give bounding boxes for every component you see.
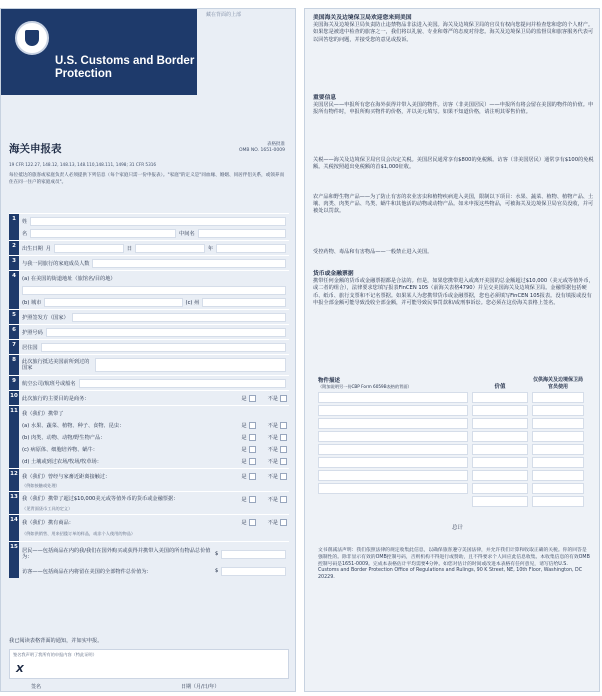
table-row [318, 457, 584, 469]
yes-checkbox[interactable] [249, 446, 256, 453]
livestock-label: 我（我们）曾经与家畜近距离接触过： [22, 473, 111, 480]
declaration-form [9, 213, 289, 578]
year-input[interactable] [216, 244, 286, 253]
drugs-section [313, 249, 595, 256]
state-input[interactable] [202, 298, 286, 307]
field-row-name [9, 213, 289, 240]
item-number: 13 [9, 492, 19, 514]
middle-name-input[interactable] [198, 229, 286, 238]
family-count-input[interactable] [92, 259, 286, 268]
value-cell[interactable] [472, 418, 528, 430]
dollar-sign: $ [215, 568, 219, 574]
table-row [318, 392, 584, 404]
visitor-value-label: 访客——包括商品在内将留在美国的全部物件总价值为： [22, 568, 152, 575]
field-row-total-value [9, 541, 289, 578]
value-cell[interactable] [472, 483, 528, 495]
last-name-label: 姓 [22, 218, 28, 225]
omb-line-1: 表格批准 [267, 142, 285, 147]
no-checkbox[interactable] [280, 458, 287, 465]
yes-checkbox[interactable] [249, 496, 256, 503]
item-number: 15 [9, 542, 19, 578]
agency-header [1, 9, 197, 95]
field-row-passport-issuer [9, 309, 289, 324]
no-checkbox[interactable] [280, 519, 287, 526]
signature-label: 签名 [31, 684, 42, 690]
field-row-residence [9, 339, 289, 354]
items-table [318, 368, 584, 507]
form-intro: 每位抵达的旅客或家庭负责人必须提供下列信息（每个家庭只需一份申报表）。"家庭"的定义是"同血缘、婚姻、同居伴侣关系，或领养而住在同一住户的家庭成员"。 [9, 173, 285, 185]
omb-number [239, 142, 285, 154]
state-label: (c) 州 [185, 299, 200, 306]
yes-label: 是 [241, 395, 247, 402]
item-number: 2 [9, 241, 19, 255]
table-row [318, 444, 584, 456]
item-number: 12 [9, 469, 19, 491]
description-cell[interactable] [318, 405, 468, 417]
yes-checkbox[interactable] [249, 458, 256, 465]
currency-section [313, 271, 595, 307]
signature-caption: 签名我声明了我所有的申报内容（特此证明） [13, 652, 97, 657]
no-label: 不是 [267, 473, 278, 480]
passport-number-label: 护照号码 [22, 329, 43, 336]
description-cell-empty [318, 496, 468, 508]
commercial-note: （例如供销售、用来招揽订单的样品，或非个人使用的物品） [22, 531, 136, 536]
no-checkbox[interactable] [280, 496, 287, 503]
city-input[interactable] [44, 298, 182, 307]
description-cell[interactable] [318, 470, 468, 482]
field-row-countries-visited [9, 354, 289, 375]
col-description [318, 376, 468, 390]
col-value: 价值 [494, 384, 506, 390]
form-front-page [0, 8, 296, 692]
duty-body: 关税——海关及边境保卫局官员会决定关税。美国居民通常享有$800的免税额。访客（非美国居民）通常享有$100的免税额。关税按照超出免税额的首$1,000征收。 [313, 157, 594, 171]
field-row-passport-number [9, 324, 289, 339]
col-description-label: 物件描述 [318, 378, 341, 384]
passport-number-input[interactable] [46, 328, 286, 337]
reading-notice: 我已阅读表格背面的通知，并如实申报。 [9, 638, 103, 644]
item-number: 6 [9, 325, 19, 339]
address-input[interactable] [22, 286, 286, 295]
official-cell [532, 418, 584, 430]
year-label: 年 [207, 245, 214, 252]
table-row [318, 496, 584, 508]
description-cell[interactable] [318, 483, 468, 495]
table-row [318, 470, 584, 482]
dollar-sign: $ [215, 551, 219, 557]
no-checkbox[interactable] [280, 434, 287, 441]
value-cell[interactable] [472, 457, 528, 469]
no-label: 不是 [267, 496, 278, 503]
field-row-family-count [9, 255, 289, 270]
visitor-value-input[interactable] [221, 567, 286, 576]
welcome-body: 美国海关及边境保卫局负责防止违禁物品非法进入美国。海关及边境保卫局的官员有权向您提问并检查您和您的个人财产。如果您是被选中检查的旅客之一，我们将以礼貌、专业和尊严的态度对待您。海关及边境保卫局的监督员和旅客服务代表可以回答您的问题，并接受您的意见或投诉。 [313, 22, 594, 43]
description-cell[interactable] [318, 418, 468, 430]
items-table-header [318, 368, 584, 390]
yes-label: 是 [241, 473, 247, 480]
total-value-cell[interactable] [472, 496, 528, 508]
passport-issuer-input[interactable] [72, 313, 286, 322]
resident-value-label: 居民——包括商品在内的我/我们在国外购买或获得并携带入美国的所有物品总价值为： [22, 548, 211, 560]
yes-label: 是 [241, 458, 247, 465]
table-row [318, 483, 584, 495]
form-title: 海关申报表 [9, 143, 62, 155]
yes-checkbox[interactable] [249, 422, 256, 429]
total-label: 总计 [452, 525, 464, 531]
middle-name-label: 中间名 [179, 230, 195, 237]
goods-item-c: (c) 病原体、细胞培养物、蜗牛： [22, 446, 98, 453]
yes-label: 是 [241, 519, 247, 526]
value-cell[interactable] [472, 444, 528, 456]
official-cell [532, 405, 584, 417]
birthdate-label: 出生日期 [22, 245, 43, 252]
official-total-cell [532, 496, 584, 508]
form-back-page [304, 8, 600, 692]
date-label: 日期（月/日/年） [181, 684, 220, 690]
value-cell[interactable] [472, 405, 528, 417]
official-cell [532, 444, 584, 456]
first-name-label: 名 [22, 230, 28, 237]
field-row-flight [9, 375, 289, 390]
field-row-livestock [9, 468, 289, 491]
goods-carried-label: 我（我们）携带了 [22, 410, 64, 417]
last-name-input[interactable] [30, 217, 286, 226]
value-cell[interactable] [472, 431, 528, 443]
field-row-business-purpose [9, 390, 289, 405]
duty-section [313, 157, 595, 171]
item-number: 7 [9, 340, 19, 354]
yes-checkbox[interactable] [249, 473, 256, 480]
no-label: 不是 [267, 519, 278, 526]
family-count-label: 与我一同旅行的家庭成员人数 [22, 260, 90, 267]
item-number: 10 [9, 391, 19, 405]
field-row-birthdate [9, 240, 289, 255]
field-row-us-address [9, 270, 289, 309]
currency-body: 携带任何金额的货币或金融票据都是合法的。但是，如果您携带进入或离开美国的总金额超过$10,000（美元或等值外币，或二者的组合），法律要求您填写报表FinCEN 105（前海关表格4790）并呈交美国海关及边境保卫局。金融票据包括硬币、纸币、旅行支票和不记名票据。如果某人为您携带货币或金融票据，您也必须填写FinCEN 105报表。没有填报或没有申报全部金额可能导致没收全部金额，并可能导致民事罚款和/或刑事诉讼。您必须在这份海关表格上签名。 [313, 278, 594, 306]
official-cell [532, 392, 584, 404]
flight-input[interactable] [79, 379, 286, 388]
welcome-section [313, 15, 595, 44]
description-cell[interactable] [318, 457, 468, 469]
value-cell[interactable] [472, 392, 528, 404]
yes-checkbox[interactable] [249, 434, 256, 441]
table-row [318, 405, 584, 417]
welcome-title: 美国海关及边境保卫局欢迎您来到美国 [313, 15, 412, 21]
currency-title: 货币或金融票据 [313, 271, 354, 277]
currency-note: （见背面货币工具的定义） [22, 506, 73, 511]
city-label: (b) 城市 [22, 299, 42, 306]
first-name-input[interactable] [30, 229, 176, 238]
item-number: 9 [9, 376, 19, 390]
agency-name: U.S. Customs and Border Protection [55, 55, 195, 80]
no-checkbox[interactable] [280, 395, 287, 402]
resident-value-input[interactable] [221, 550, 286, 559]
official-cell [532, 483, 584, 495]
item-number: 14 [9, 515, 19, 541]
no-label: 不是 [267, 446, 278, 453]
yes-label: 是 [241, 496, 247, 503]
goods-item-b: (b) 肉类、动物、动物/野生物产品： [22, 434, 106, 441]
important-section [313, 95, 595, 117]
residence-input[interactable] [41, 343, 286, 352]
no-checkbox[interactable] [280, 446, 287, 453]
livestock-note: （例如接触或处理） [22, 483, 60, 488]
item-number: 1 [9, 214, 19, 240]
important-body: 美国居民——申报所有您在海外获得并带入美国的物件。访客（非美国居民）——申报所有将会留在美国的物件的价值。申报所有物件时，申报所购买物件的价格，并以美元填写。如果不知道价格，请注明其零售价值。 [313, 102, 594, 116]
residence-label: 居住国 [22, 344, 38, 351]
col-description-note: （附加说明另一份CBP Form 6059B表格的背面） [318, 384, 412, 389]
no-label: 不是 [267, 434, 278, 441]
no-checkbox[interactable] [280, 473, 287, 480]
business-purpose-label: 此次旅行的主要目的是商务： [22, 395, 90, 402]
goods-item-a: (a) 水果、蔬菜、植物、种子、食物、昆虫： [22, 422, 125, 429]
agriculture-section [313, 194, 595, 216]
field-row-goods-carried [9, 405, 289, 468]
no-label: 不是 [267, 395, 278, 402]
countries-label: 此次旅行抵达美国前所到过的国家 [22, 359, 90, 371]
goods-item-d: (d) 土壤或到过农场/牧场/牧草场： [22, 458, 102, 465]
col-official: 仅供海关及边境保卫局官员使用 [532, 377, 583, 390]
item-number: 11 [9, 406, 19, 468]
table-row [318, 431, 584, 443]
field-row-commercial [9, 514, 289, 541]
month-label: 月 [45, 245, 51, 252]
item-number: 4 [9, 271, 19, 309]
item-number: 8 [9, 355, 19, 375]
field-row-currency [9, 491, 289, 514]
table-row [318, 418, 584, 430]
official-cell [532, 431, 584, 443]
item-number: 3 [9, 256, 19, 270]
top-note: 藏在背面的上部 [206, 12, 242, 18]
official-cell [532, 457, 584, 469]
drugs-body: 受控药物、毒品和有害物品——一般禁止进入美国。 [313, 249, 433, 255]
yes-label: 是 [241, 422, 247, 429]
no-label: 不是 [267, 458, 278, 465]
yes-label: 是 [241, 434, 247, 441]
description-cell[interactable] [318, 431, 468, 443]
flight-label: 航空公司/航班号或船名 [22, 380, 76, 387]
description-cell[interactable] [318, 392, 468, 404]
agriculture-body: 农产品和野生物产品——为了防止有害的农业害虫和植物疾病进入美国，限制以下项目：水果、蔬菜、植物、植物产品、土壤、肉类、肉类产品、鸟类、蜗牛和其他活的动物或动物产品。如未申报这些物品，可被海关及边境保卫局官员没收，并可被处以罚款。 [313, 194, 594, 215]
value-cell[interactable] [472, 470, 528, 482]
description-cell[interactable] [318, 444, 468, 456]
yes-label: 是 [241, 446, 247, 453]
important-title: 重要信息 [313, 95, 337, 101]
passport-issuer-label: 护照签发方（国家） [22, 314, 69, 321]
address-label: (a) 在美国的街道地址（旅馆名/目的地） [22, 275, 116, 282]
countries-input[interactable] [95, 358, 286, 372]
yes-checkbox[interactable] [249, 519, 256, 526]
currency-label: 我（我们）携带了超过$10,000美元或等值外币的货币或金融票据： [22, 496, 179, 502]
day-label: 日 [126, 245, 133, 252]
no-label: 不是 [267, 422, 278, 429]
official-cell [532, 470, 584, 482]
paperwork-reduction-notice: 文书削减法声明：我们依照法律的规定收集此信息，以确保旅客遵守美国法律，并允许我们计算和收取正确的关税。你的回答是强制性的。除非显示有效的OMB控制号码，否则机构不得进行或赞助，且不得要求个人回应此信息收集。本收集信息的有效OMB控制号码是1651-0009。完成本表格估计平均需要4分钟。如您对估计的时间或改进本表格有任何意见，请写信给U.S. Customs and Border Protection Office of Regulations and Rulings, 90 K Street, NE, 10th Floor, Washington, DC 20229. [318, 548, 590, 581]
no-checkbox[interactable] [280, 422, 287, 429]
signature-x-mark: X [16, 664, 24, 675]
day-input[interactable] [135, 244, 205, 253]
yes-checkbox[interactable] [249, 395, 256, 402]
signature-box[interactable] [9, 649, 289, 679]
cfr-citation: 19 CFR 122.27, 148.12, 148.13, 148.110,148.111, 1498; 31 CFR 5316 [9, 162, 157, 167]
item-number: 5 [9, 310, 19, 324]
month-input[interactable] [54, 244, 124, 253]
omb-line-2: OMB NO. 1651-0009 [238, 148, 285, 153]
dhs-seal-icon [15, 21, 49, 55]
commercial-label: 我（我们）携有商品： [22, 519, 74, 526]
